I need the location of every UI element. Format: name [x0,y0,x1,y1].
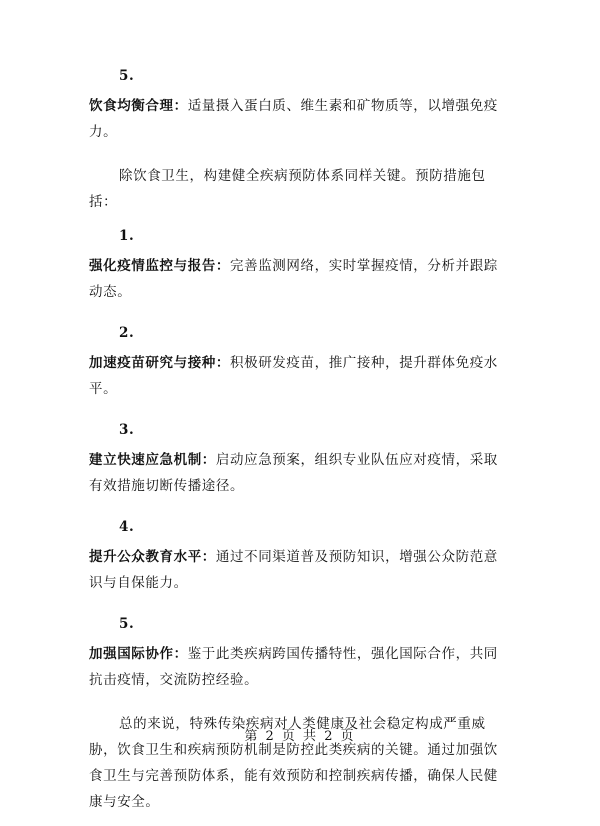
item-text: 鉴于此类疾病跨国传播特性，强化国际合作，共同抗击疫情，交流防控经验。 [89,646,498,688]
item-number: 4. [119,519,135,535]
item-number: 5. [119,616,135,632]
item-text: 完善监测网络，实时掌握疫情，分析并跟踪动态。 [89,258,498,300]
item-title: 饮食均衡合理： [89,98,188,114]
list-item [89,93,509,145]
item-text: 启动应急预案，组织专业队伍应对疫情，采取有效措施切断传播途径。 [89,452,498,494]
item-title: 提升公众教育水平： [89,549,216,565]
item-title: 建立快速应急机制： [89,452,216,468]
item-number: 1. [119,228,135,244]
conclusion-paragraph: 总的来说，特殊传染疾病对人类健康及社会稳定构成严重威胁，饮食卫生和疾病预防机制是防控此类疾病的关键。通过加强饮食卫生与完善预防体系，能有效预防和控制疾病传播，确保人民健康与安全。 [89,716,498,810]
page-footer: 第 2 页 共 2 页 [244,729,356,744]
item-number: 3. [119,422,135,438]
list-item [89,544,509,596]
intro-paragraph: 除饮食卫生，构建健全疾病预防体系同样关键。预防措施包括： [89,168,486,210]
list-item [89,447,509,499]
item-title: 加强国际协作： [89,646,188,662]
item-title: 加速疫苗研究与接种： [89,355,230,371]
item-text: 通过不同渠道普及预防知识，增强公众防范意识与自保能力。 [89,549,498,591]
item-title: 强化疫情监控与报告： [89,258,230,274]
item-number: 5. [119,68,135,84]
item-text: 适量摄入蛋白质、维生素和矿物质等，以增强免疫力。 [89,98,498,140]
document-body [89,66,509,826]
list-item [89,641,509,693]
item-number: 2. [119,325,135,341]
list-item [89,253,509,305]
item-text: 积极研发疫苗，推广接种，提升群体免疫水平。 [89,355,498,397]
list-item [89,350,509,402]
